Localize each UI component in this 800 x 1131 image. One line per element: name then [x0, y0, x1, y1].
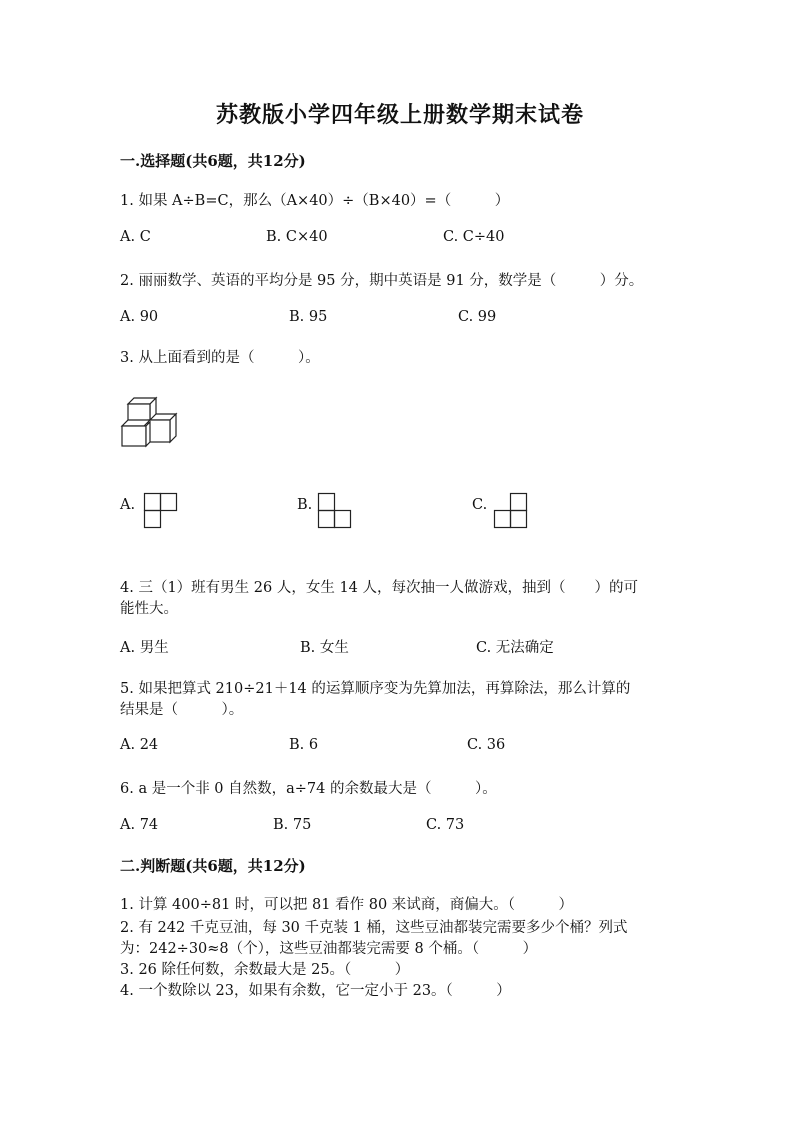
judgement-3: 3. 26 除任何数，余数最大是 25。（ ）	[120, 962, 410, 978]
q5-option-c: C. 36	[467, 737, 506, 753]
judgement-1: 1. 计算 400÷81 时，可以把 81 看作 80 来试商，商偏大。（ ）	[120, 897, 574, 913]
q5-option-a: A. 24	[120, 737, 159, 753]
q3-option-c: C.	[472, 497, 488, 513]
q6-option-b: B. 75	[273, 817, 312, 833]
q2-option-c: C. 99	[458, 309, 497, 325]
section-heading-choice: 一.选择题(共6题，共12分)	[120, 152, 306, 170]
q6-option-a: A. 74	[120, 817, 159, 833]
q4-option-c: C. 无法确定	[476, 640, 554, 656]
question-4-line2: 能性大。	[120, 601, 178, 617]
q1-option-a: A. C	[120, 229, 151, 245]
q3-option-b: B.	[297, 497, 313, 513]
cube-stack-icon	[118, 398, 182, 448]
q5-option-b: B. 6	[289, 737, 319, 753]
q1-option-b: B. C×40	[266, 229, 328, 245]
question-3: 3. 从上面看到的是（ ）。	[120, 350, 320, 366]
question-1: 1. 如果 A÷B=C，那么（A×40）÷（B×40）=（ ）	[120, 193, 510, 209]
question-6: 6. a 是一个非 0 自然数，a÷74 的余数最大是（ ）。	[120, 781, 497, 797]
q4-option-b: B. 女生	[300, 640, 349, 656]
question-5-line1: 5. 如果把算式 210÷21＋14 的运算顺序变为先算加法，再算除法，那么计算的	[120, 681, 631, 697]
judgement-2-line1: 2. 有 242 千克豆油，每 30 千克装 1 桶，这些豆油都装完需要多少个桶？列式	[120, 920, 628, 936]
q3-option-a-grid	[144, 493, 178, 529]
q3-option-c-grid	[494, 493, 528, 529]
question-2: 2. 丽丽数学、英语的平均分是 95 分，期中英语是 91 分，数学是（ ）分。	[120, 273, 644, 289]
question-5-line2: 结果是（ ）。	[120, 702, 244, 718]
q2-option-b: B. 95	[289, 309, 328, 325]
section-heading-judgement: 二.判断题(共6题，共12分)	[120, 857, 306, 875]
q1-option-c: C. C÷40	[443, 229, 505, 245]
q6-option-c: C. 73	[426, 817, 465, 833]
q3-option-b-grid	[318, 493, 352, 529]
page-title: 苏教版小学四年级上册数学期末试卷	[215, 102, 584, 128]
q2-option-a: A. 90	[120, 309, 159, 325]
q3-option-a: A.	[120, 497, 136, 513]
judgement-2-line2: 为：242÷30≈8（个），这些豆油都装完需要 8 个桶。（ ）	[120, 941, 538, 957]
q4-option-a: A. 男生	[120, 640, 169, 656]
question-4-line1: 4. 三（1）班有男生 26 人，女生 14 人，每次抽一人做游戏，抽到（ ）的可	[120, 580, 639, 596]
judgement-4: 4. 一个数除以 23，如果有余数，它一定小于 23。（ ）	[120, 983, 511, 999]
